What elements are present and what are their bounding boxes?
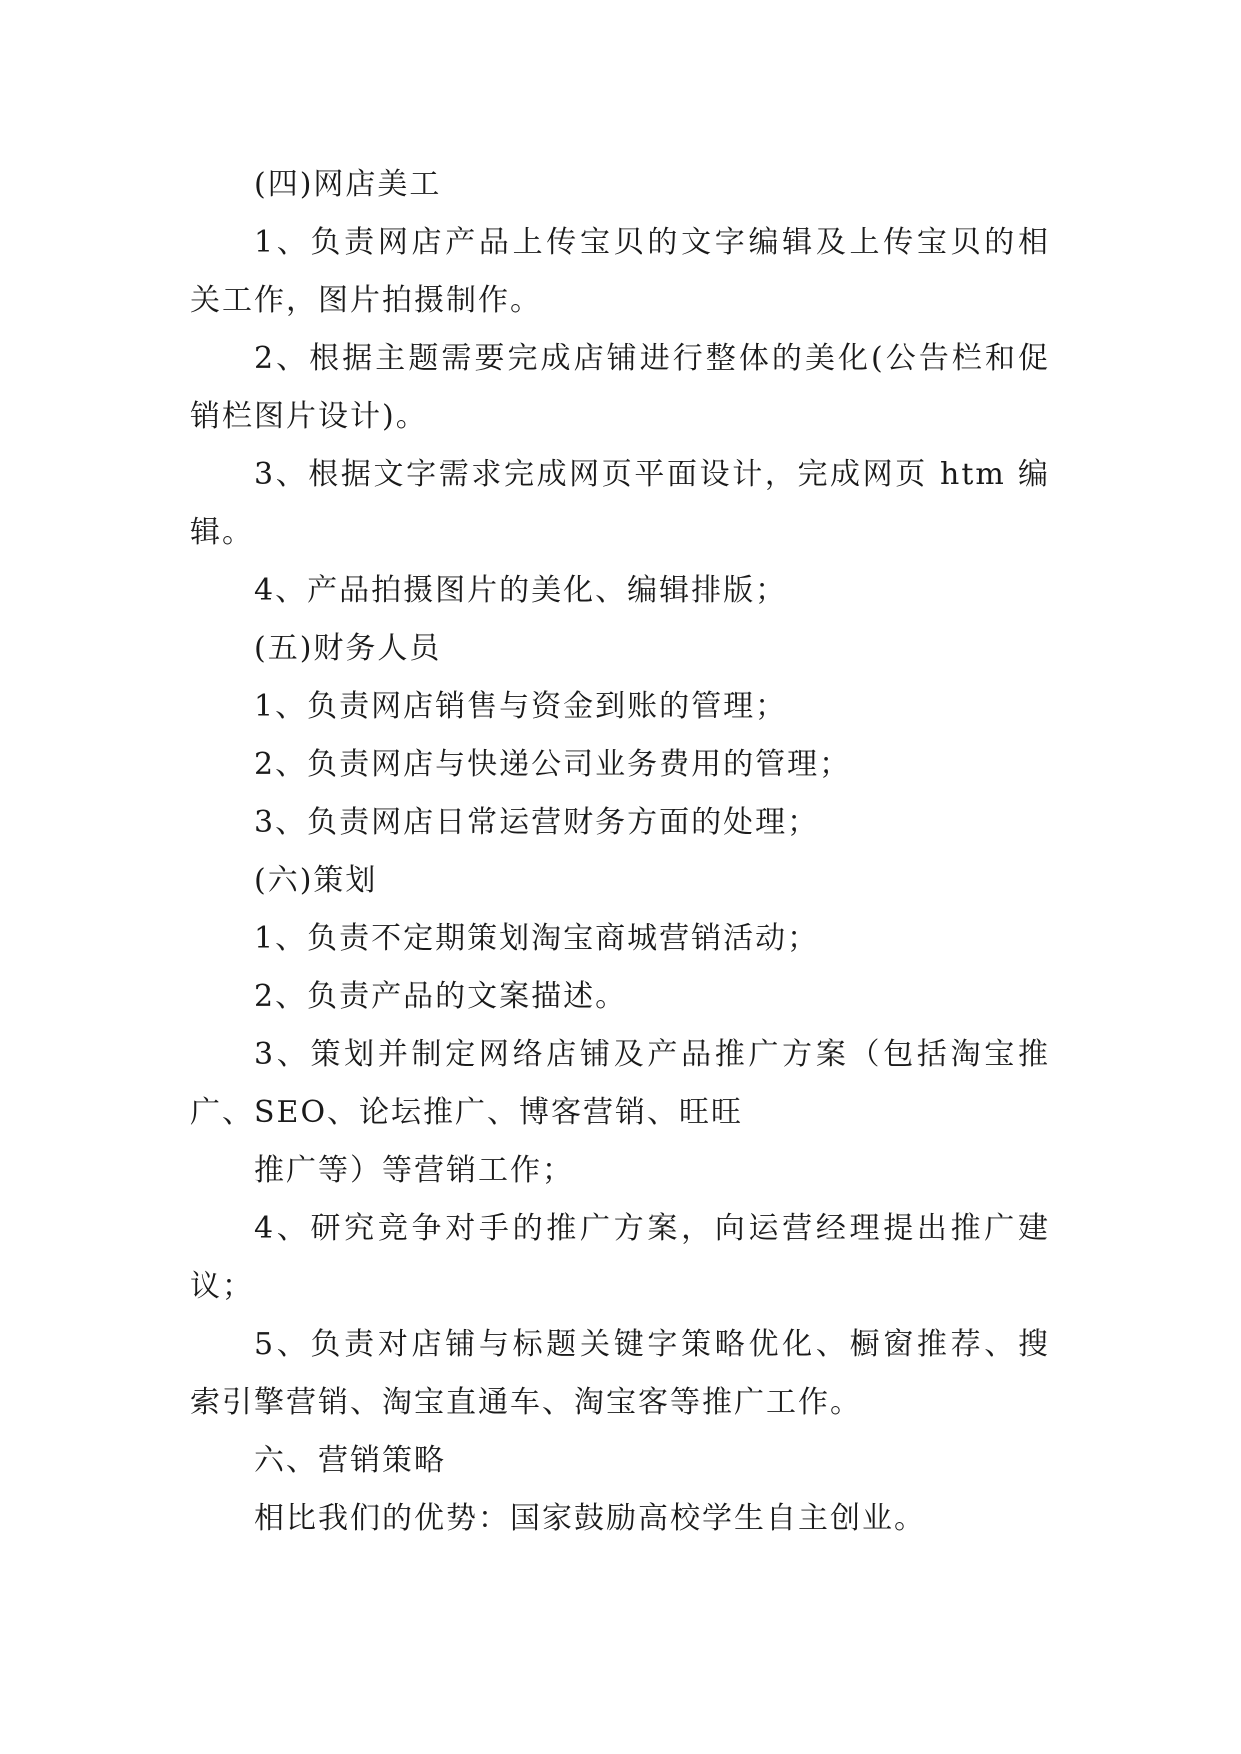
paragraph-line: 1、负责网店产品上传宝贝的文字编辑及上传宝贝的相 xyxy=(254,225,1050,260)
section-heading-finance: (五)财务人员 xyxy=(254,631,442,666)
paragraph-line: 1、负责网店销售与资金到账的管理； xyxy=(254,689,788,724)
paragraph-line: 4、产品拍摄图片的美化、编辑排版； xyxy=(254,573,788,608)
paragraph-line: 5、负责对店铺与标题关键字策略优化、橱窗推荐、搜 xyxy=(254,1327,1050,1362)
paragraph-line: 相比我们的优势：国家鼓励高校学生自主创业。 xyxy=(254,1501,926,1536)
paragraph-line: 4、研究竞争对手的推广方案，向运营经理提出推广建 xyxy=(254,1211,1050,1246)
section-heading-art-designer: (四)网店美工 xyxy=(254,167,442,202)
paragraph-line: 议； xyxy=(190,1269,254,1304)
section-heading-planning: (六)策划 xyxy=(254,863,378,898)
paragraph-line: 3、策划并制定网络店铺及产品推广方案（包括淘宝推 xyxy=(254,1037,1050,1072)
paragraph-line: 广、SEO、论坛推广、博客营销、旺旺 xyxy=(190,1095,744,1130)
paragraph-line: 2、负责产品的文案描述。 xyxy=(254,979,628,1014)
paragraph-line: 推广等）等营销工作； xyxy=(254,1153,574,1188)
paragraph-line: 2、根据主题需要完成店铺进行整体的美化(公告栏和促 xyxy=(254,341,1050,376)
paragraph-line: 销栏图片设计)。 xyxy=(190,399,428,434)
paragraph-line: 3、负责网店日常运营财务方面的处理； xyxy=(254,805,820,840)
paragraph-line: 索引擎营销、淘宝直通车、淘宝客等推广工作。 xyxy=(190,1385,862,1420)
paragraph-line: 1、负责不定期策划淘宝商城营销活动； xyxy=(254,921,820,956)
paragraph-line: 3、根据文字需求完成网页平面设计，完成网页 htm 编 xyxy=(254,457,1050,492)
paragraph-line: 2、负责网店与快递公司业务费用的管理； xyxy=(254,747,852,782)
paragraph-line: 关工作，图片拍摄制作。 xyxy=(190,283,542,318)
section-heading-marketing-strategy: 六、营销策略 xyxy=(254,1443,446,1478)
paragraph-line: 辑。 xyxy=(190,515,254,550)
